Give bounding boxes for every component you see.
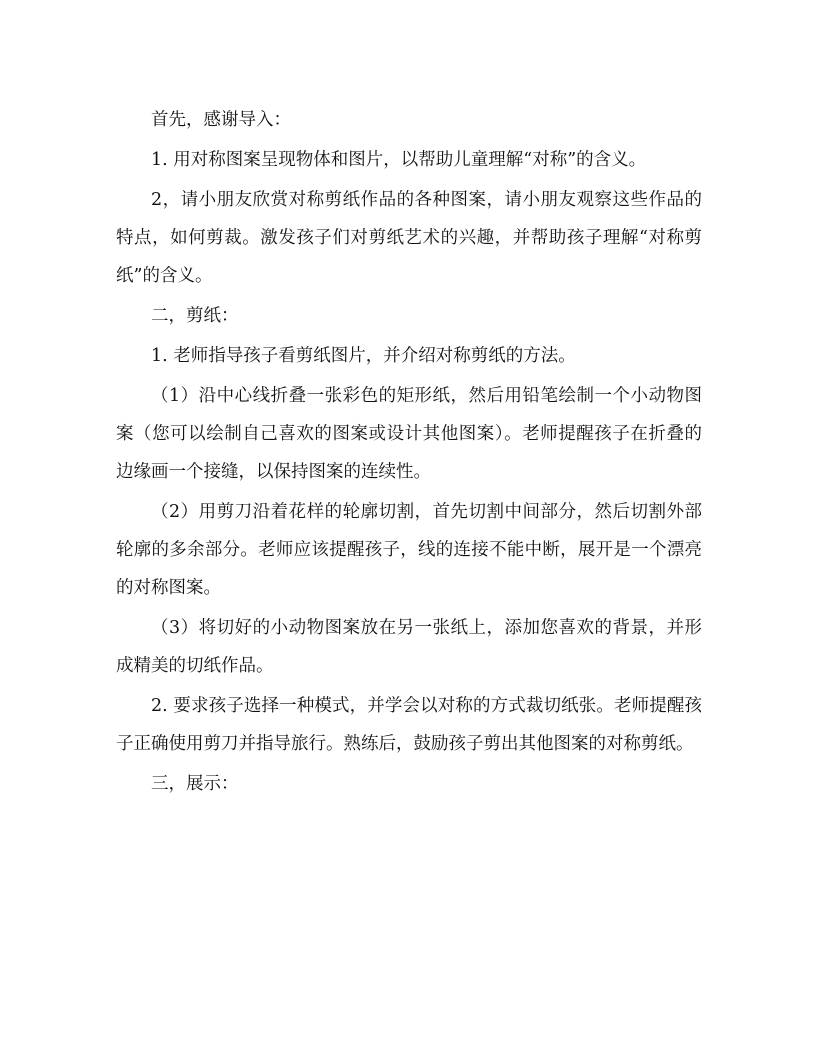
paragraph-papercut-step-2: 2. 要求孩子选择一种模式，并学会以对称的方式裁切纸张。老师提醒孩子正确使用剪刀并指导旅行。熟练后，鼓励孩子剪出其他图案的对称剪纸。 (116, 696, 702, 754)
paragraph-papercut-heading: 二，剪纸： (151, 306, 239, 326)
paragraph-intro-step-2: 2，请小朋友欣赏对称剪纸作品的各种图案，请小朋友观察这些作品的特点，如何剪裁。激发孩子们对剪纸艺术的兴趣，并帮助孩子理解“对称剪纸”的含义。 (116, 190, 702, 286)
paragraph-papercut-substep-1: （1）沿中心线折叠一张彩色的矩形纸，然后用铅笔绘制一个小动物图案（您可以绘制自己喜欢的图案或设计其他图案）。老师提醒孩子在折叠的边缘画一个接缝，以保持图案的连续性。 (116, 386, 702, 482)
paragraph-intro-heading: 首先，感谢导入： (151, 110, 291, 130)
paragraph-papercut-step-1: 1. 老师指导孩子看剪纸图片，并介绍对称剪纸的方法。 (151, 346, 576, 366)
paragraph-display-heading: 三，展示： (151, 774, 239, 794)
paragraph-papercut-substep-2: （2）用剪刀沿着花样的轮廓切割，首先切割中间部分，然后切割外部轮廓的多余部分。老师应该提醒孩子，线的连接不能中断，展开是一个漂亮的对称图案。 (116, 502, 702, 598)
document-body (116, 101, 702, 805)
paragraph-papercut-substep-3: （3）将切好的小动物图案放在另一张纸上，添加您喜欢的背景，并形成精美的切纸作品。 (116, 618, 702, 676)
paragraph-intro-step-1: 1. 用对称图案呈现物体和图片，以帮助儿童理解“对称”的含义。 (151, 150, 647, 170)
